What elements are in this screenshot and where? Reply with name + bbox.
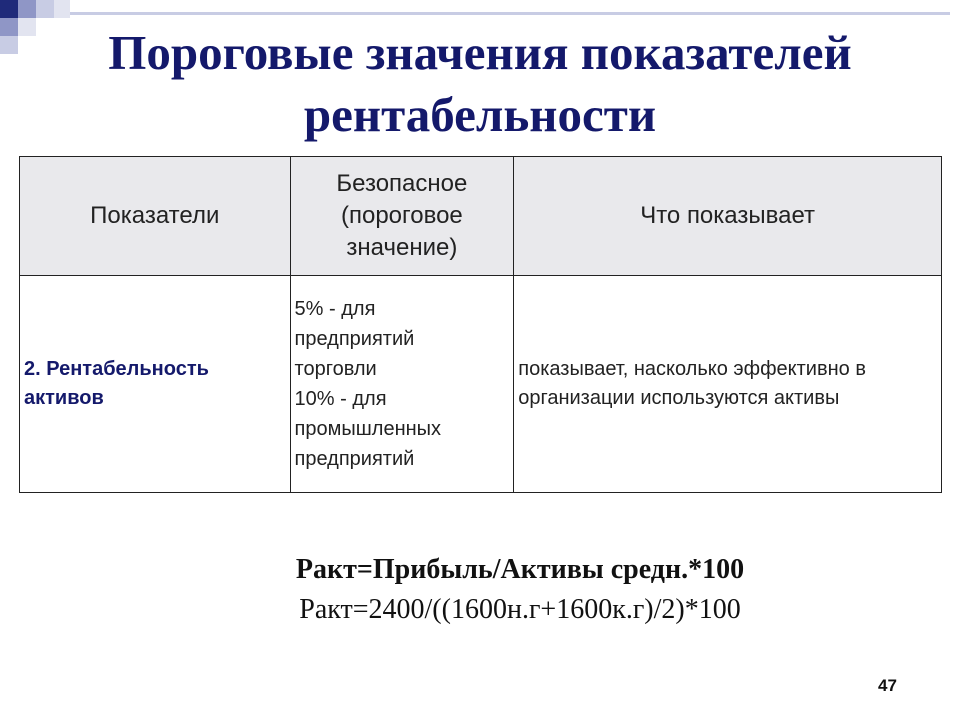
description-cell: [514, 276, 942, 493]
deco-square: [18, 0, 36, 18]
threshold-line: торговли: [294, 358, 377, 380]
slide-title: [40, 22, 920, 146]
header-threshold-line: значение): [346, 234, 458, 261]
description-line: показывает, насколько эффективно в: [518, 358, 866, 380]
threshold-line: 5% - для: [294, 298, 376, 320]
header-what-shows: Что показывает: [514, 157, 942, 276]
header-threshold: [290, 157, 514, 276]
description-line: организации используются активы: [518, 387, 840, 409]
table-row: [20, 276, 942, 493]
deco-square: [36, 0, 54, 18]
deco-square: [0, 0, 18, 18]
table-header-row: [20, 157, 942, 276]
deco-square: [0, 36, 18, 54]
deco-square: [0, 18, 18, 36]
header-threshold-line: (пороговое: [341, 202, 463, 229]
thresholds-table: [19, 156, 942, 493]
deco-square: [18, 18, 36, 36]
indicator-line: 2. Рентабельность: [24, 358, 209, 380]
threshold-line: предприятий: [294, 448, 415, 470]
formula-general: Ракт=Прибыль/Активы средн.*100: [295, 554, 745, 585]
title-line-1: Пороговые значения показателей: [108, 25, 852, 80]
threshold-line: предприятий: [294, 328, 415, 350]
formula-block: [240, 550, 800, 630]
deco-square: [54, 0, 70, 18]
threshold-cell: [290, 276, 514, 493]
deco-line: [70, 12, 950, 15]
indicator-line: активов: [24, 387, 104, 409]
page-number: 47: [878, 676, 897, 695]
title-line-2: рентабельности: [303, 87, 657, 142]
formula-calculation: Ракт=2400/((1600н.г+1600к.г)/2)*100: [299, 594, 741, 625]
header-indicators: Показатели: [20, 157, 291, 276]
indicator-cell: [20, 276, 291, 493]
threshold-line: промышленных: [294, 418, 442, 440]
threshold-line: 10% - для: [294, 388, 387, 410]
header-threshold-line: Безопасное: [336, 170, 468, 197]
